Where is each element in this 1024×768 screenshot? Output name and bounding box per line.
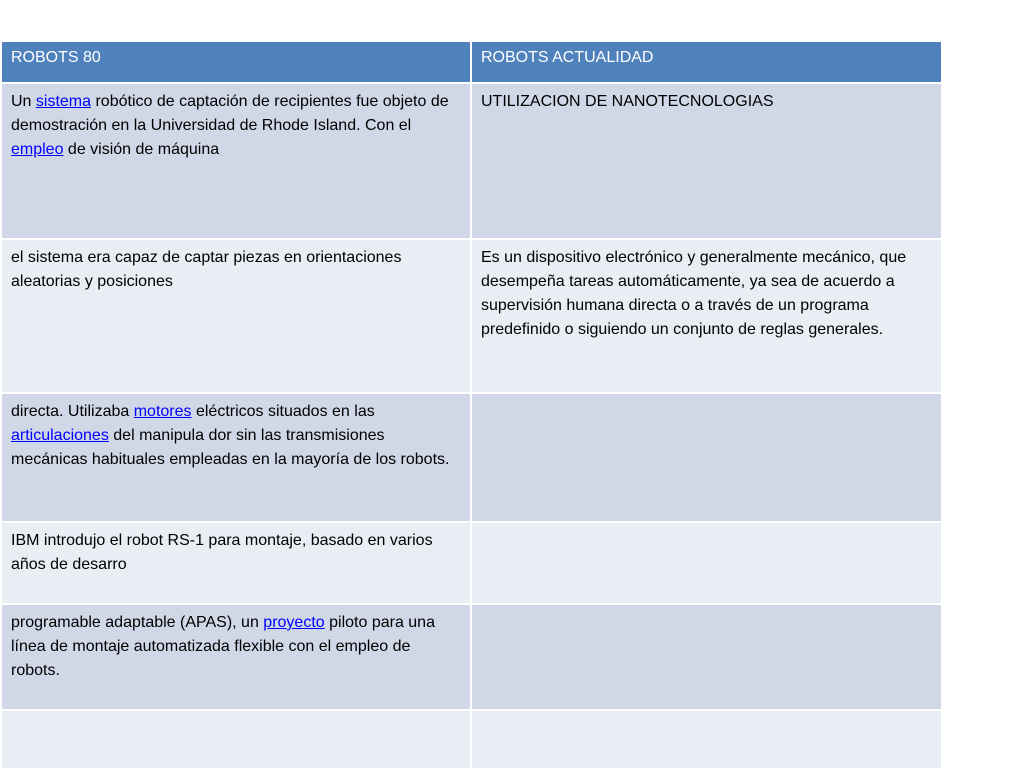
table-row bbox=[1, 604, 942, 710]
table-row bbox=[1, 710, 942, 768]
header-robots-80: ROBOTS 80 bbox=[1, 41, 471, 83]
link-motores[interactable]: motores bbox=[133, 403, 192, 420]
cell-text: eléctricos situados en las bbox=[191, 403, 375, 420]
cell-robots-80 bbox=[1, 604, 471, 710]
table-row bbox=[1, 83, 942, 239]
cell-text: de visión de máquina bbox=[63, 141, 220, 158]
cell-robots-actualidad bbox=[471, 710, 942, 768]
cell-text: piloto para una línea de montaje automatizada flexible con el empleo de robots. bbox=[11, 614, 435, 679]
cell-robots-80: IBM introdujo el robot RS-1 para montaje, basado en varios años de desarro bbox=[1, 522, 471, 604]
link-empleo[interactable]: empleo bbox=[11, 141, 64, 158]
link-articulaciones[interactable]: articulaciones bbox=[11, 427, 109, 444]
cell-robots-actualidad bbox=[471, 393, 942, 522]
cell-robots-actualidad: UTILIZACION DE NANOTECNOLOGIAS bbox=[471, 83, 942, 239]
cell-text: programable adaptable (APAS), un bbox=[11, 614, 264, 631]
link-sistema[interactable]: sistema bbox=[35, 93, 92, 110]
header-robots-actualidad: ROBOTS ACTUALIDAD bbox=[471, 41, 942, 83]
cell-robots-80 bbox=[1, 83, 471, 239]
cell-text: del manipula dor sin las transmisiones mecánicas habituales empleadas en la mayoría de los robots. bbox=[11, 427, 450, 468]
cell-robots-actualidad bbox=[471, 522, 942, 604]
cell-robots-80: el sistema era capaz de captar piezas en orientaciones aleatorias y posiciones bbox=[1, 239, 471, 393]
cell-robots-80 bbox=[1, 710, 471, 768]
cell-robots-80 bbox=[1, 393, 471, 522]
cell-robots-actualidad bbox=[471, 604, 942, 710]
table-row bbox=[1, 393, 942, 522]
robots-comparison-table bbox=[0, 40, 943, 768]
table-row bbox=[1, 522, 942, 604]
cell-robots-actualidad: Es un dispositivo electrónico y generalmente mecánico, que desempeña tareas automáticamente, ya sea de acuerdo a supervisión humana directa o a través de un programa predefinido o siguiendo un conjunto de reglas generales. bbox=[471, 239, 942, 393]
link-proyecto[interactable]: proyecto bbox=[263, 614, 325, 631]
table-row bbox=[1, 239, 942, 393]
cell-text: directa. Utilizaba bbox=[11, 403, 134, 420]
cell-text: Un bbox=[11, 93, 36, 110]
table-header-row bbox=[1, 41, 942, 83]
cell-text: robótico de captación de recipientes fue objeto de demostración en la Universidad de Rhode Island. Con el bbox=[11, 93, 449, 134]
